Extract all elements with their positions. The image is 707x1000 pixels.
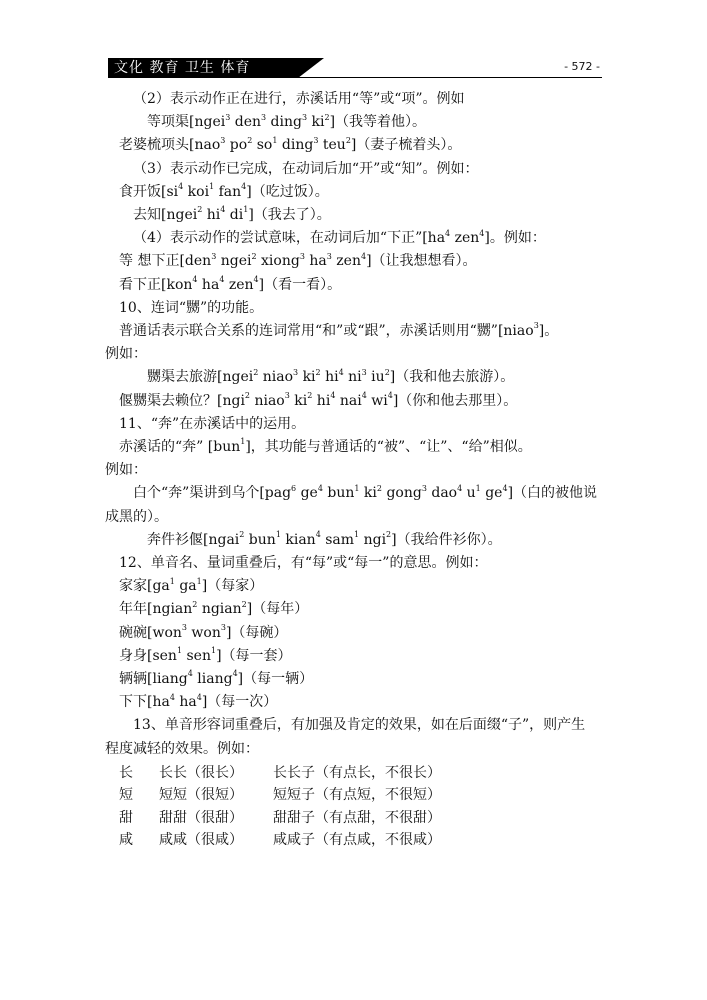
text-line: （2）表示动作正在进行，赤溪话用“等”或“项”。例如 — [133, 91, 465, 107]
example-line: 看下正[kon$^4$ $ha^4$ zen$^4$]（看一看）。 — [119, 274, 342, 293]
text-line: 程度减轻的效果。例如： — [105, 740, 259, 757]
example-line: 下下[$ha^4$ $ha^4$]（每一次） — [119, 692, 278, 711]
table-row — [119, 829, 604, 852]
table-cell: 咸咸子（有点咸，不很咸） — [273, 832, 441, 849]
section-heading: 11、“奔”在赤溪话中的运用。 — [119, 415, 306, 432]
example-line: 碗碗[won$^3$ won$^3$]（每碗） — [119, 623, 288, 641]
example-line: 去知[ngei$^2$ $hi^4$ $di^1$]（我去了）。 — [133, 205, 331, 224]
text-line: （4）表示动作的尝试意味，在动词后加“下正$”[ha^4$ zen$^4$]。例如： — [133, 228, 546, 247]
table-cell: 长长（很长） — [159, 764, 243, 781]
table-cell: 长 — [119, 764, 133, 781]
table-cell: 短短子（有点短，不很短） — [273, 787, 441, 804]
text-line: 成黑的）。 — [105, 508, 168, 525]
example-line: 奔件衫偃[ngai$^2$ bun$^1$ kian$^4$ sam$^1$ ngi$^2$]（我给件衫你）。 — [147, 530, 502, 548]
table-row — [119, 762, 604, 785]
table-row — [119, 807, 604, 830]
header-slant — [298, 58, 324, 78]
table-cell: 咸咸（很咸） — [159, 832, 243, 849]
table-cell: 甜甜子（有点甜，不很甜） — [273, 809, 441, 826]
section-title: 文化 教育 卫生 体育 — [108, 58, 298, 78]
example-line: 年年[ngian$^2$ ngian$^2$]（每年） — [119, 599, 309, 618]
page-body — [105, 88, 604, 852]
example-line: 食开饭[$si^4$ koi$^1$ fan$^4$]（吃过饭）。 — [119, 182, 329, 200]
table-cell: 甜甜（很甜） — [159, 809, 243, 826]
running-header — [108, 58, 602, 78]
text-line: 例如： — [105, 462, 147, 479]
example-line: 老婆梳项头[nao$^3$ $po^2$ $so^1$ ding$^3$ teu$^2$]（妻子梳着头）。 — [119, 135, 462, 154]
table-row — [119, 784, 604, 807]
example-line: 身身[sen$^1$ sen$^1$]（每一套） — [119, 646, 292, 664]
header-rule — [298, 77, 602, 78]
section-heading: 13、单音形容词重叠后，有加强及肯定的效果，如在后面缀“子”，则产生 — [133, 717, 586, 734]
table-cell: 长长子（有点长，不很长） — [273, 764, 441, 781]
section-heading: 12、单音名、量词重叠后，有“每”或“每一”的意思。例如： — [119, 555, 488, 572]
example-line: 白个“奔”渠讲到乌个[pag$^6$ $ge^4$ bun$^1$ $ki^2$ gong$^3$ dao$^4$ $u^1$ $ge^4$]（白的被他说 — [133, 483, 598, 502]
table-cell: 咸 — [119, 832, 133, 849]
example-line: 等项渠[ngei$^3$ den$^3$ ding$^3$ $ki^2$]（我等着他）。 — [147, 112, 427, 131]
page-number: - 572 - — [564, 60, 600, 73]
section-heading: 10、连词“嬲”的功能。 — [119, 299, 264, 316]
example-line: 偃嬲渠去赖位？[ngi$^2$ niao$^3$ $ki^2$ $hi^4$ nai$^4$ $wi^4$]（你和他去那里）。 — [119, 390, 518, 409]
table-cell: 甜 — [119, 809, 133, 826]
table-cell: 短 — [119, 787, 133, 804]
example-line: 等 想下正[den$^3$ ngei$^2$ xiong$^3$ $ha^3$ zen$^4$]（让我想想看）。 — [119, 251, 477, 270]
text-line: （3）表示动作已完成，在动词后加“开”或“知”。例如： — [133, 160, 479, 177]
example-line: 家家[$ga^1$ $ga^1$]（每家） — [119, 576, 264, 595]
table-cell: 短短（很短） — [159, 787, 243, 804]
text-line: 赤溪话的“奔” [bun$^1$]，其功能与普通话的“被”、“让”、“给”相似。 — [119, 437, 532, 456]
reduplication-table — [119, 762, 604, 852]
example-line: 嬲渠去旅游[ngei$^2$ niao$^3$ $ki^2$ $hi^4$ $ni^3$ $iu^2$]（我和他去旅游）。 — [147, 367, 515, 386]
example-line: 辆辆[liang$^4$ liang$^4$]（每一辆） — [119, 669, 314, 688]
text-line: 例如： — [105, 346, 147, 363]
text-line: 普通话表示联合关系的连词常用“和”或“跟”，赤溪话则用“嬲”[niao$^3$]。 — [119, 321, 559, 340]
